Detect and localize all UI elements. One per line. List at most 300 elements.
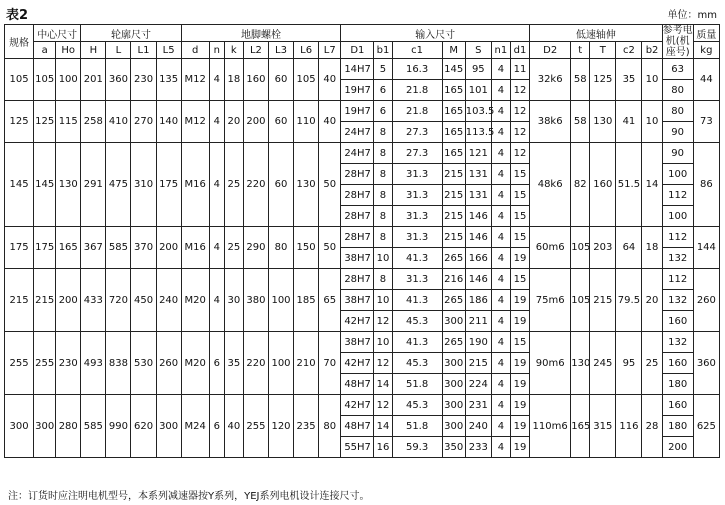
- table-cell: 65: [319, 269, 341, 332]
- table-cell: 4: [491, 437, 510, 458]
- table-cell: 255: [5, 332, 34, 395]
- table-cell: 8: [374, 164, 392, 185]
- table-cell: 40: [319, 101, 341, 143]
- table-cell: 21.8: [392, 80, 442, 101]
- table-cell: 105: [34, 59, 56, 101]
- column-header: n: [209, 42, 224, 59]
- table-cell: M16: [181, 227, 209, 269]
- table-cell: 220: [243, 332, 268, 395]
- table-cell: M20: [181, 269, 209, 332]
- table-cell: 31.3: [392, 269, 442, 290]
- table-cell: 38k6: [530, 101, 571, 143]
- sub-header-row: [5, 42, 720, 59]
- dimension-table: [4, 24, 720, 458]
- table-cell: 6: [374, 80, 392, 101]
- table-cell: 125: [5, 101, 34, 143]
- column-header: L1: [131, 42, 156, 59]
- table-cell: 145: [5, 143, 34, 227]
- table-cell: 105: [5, 59, 34, 101]
- table-cell: 6: [209, 395, 224, 458]
- table-cell: 300: [156, 395, 181, 458]
- table-cell: 20: [224, 101, 243, 143]
- table-cell: M12: [181, 101, 209, 143]
- table-cell: 15: [510, 164, 529, 185]
- table-cell: 79.5: [616, 269, 642, 332]
- table-cell: 4: [209, 101, 224, 143]
- table-cell: 215: [465, 353, 491, 374]
- table-cell: 215: [590, 269, 616, 332]
- column-header: b1: [374, 42, 392, 59]
- table-cell: 80: [268, 227, 293, 269]
- table-cell: 4: [491, 80, 510, 101]
- table-cell: 24H7: [341, 143, 374, 164]
- table-cell: 58: [571, 59, 590, 101]
- table-cell: 100: [268, 269, 293, 332]
- column-header: t: [571, 42, 590, 59]
- table-cell: 300: [442, 374, 465, 395]
- table-cell: 160: [662, 395, 693, 416]
- table-cell: 115: [56, 101, 81, 143]
- table-cell: 19: [510, 248, 529, 269]
- table-cell: 245: [590, 332, 616, 395]
- column-header: L7: [319, 42, 341, 59]
- table-cell: 132: [662, 248, 693, 269]
- table-cell: 300: [442, 395, 465, 416]
- table-cell: 146: [465, 269, 491, 290]
- table-cell: 35: [616, 59, 642, 101]
- table-cell: 16.3: [392, 59, 442, 80]
- table-cell: 165: [442, 143, 465, 164]
- header-outline: 轮廓尺寸: [81, 25, 181, 42]
- table-cell: 4: [209, 269, 224, 332]
- table-cell: 15: [510, 332, 529, 353]
- table-cell: 120: [268, 395, 293, 458]
- table-cell: 231: [465, 395, 491, 416]
- table-cell: 48k6: [530, 143, 571, 227]
- table-cell: 125: [590, 59, 616, 101]
- unit-label: 单位：mm: [667, 10, 717, 21]
- header-center: 中心尺寸: [34, 25, 81, 42]
- table-cell: 30: [224, 269, 243, 332]
- column-header: L3: [268, 42, 293, 59]
- table-cell: 10: [374, 332, 392, 353]
- table-cell: 14: [642, 143, 662, 227]
- table-cell: 132: [662, 332, 693, 353]
- table-cell: 55H7: [341, 437, 374, 458]
- table-cell: 125: [34, 101, 56, 143]
- table-cell: 58: [571, 101, 590, 143]
- table-cell: 300: [5, 395, 34, 458]
- table-cell: 12: [374, 395, 392, 416]
- table-cell: 19H7: [341, 101, 374, 122]
- table-cell: 240: [156, 269, 181, 332]
- table-cell: 6: [209, 332, 224, 395]
- column-header: L6: [294, 42, 319, 59]
- table-cell: 16: [374, 437, 392, 458]
- table-cell: 8: [374, 143, 392, 164]
- table-cell: 14: [374, 374, 392, 395]
- table-cell: 45.3: [392, 353, 442, 374]
- table-cell: 4: [491, 248, 510, 269]
- table-cell: 15: [510, 269, 529, 290]
- table-cell: 175: [156, 143, 181, 227]
- header-mass: 质量: [693, 25, 719, 42]
- table-cell: 103.5: [465, 101, 491, 122]
- table-cell: 4: [491, 143, 510, 164]
- table-cell: 41.3: [392, 332, 442, 353]
- table-cell: 28H7: [341, 206, 374, 227]
- table-cell: 215: [442, 206, 465, 227]
- table-cell: 24H7: [341, 122, 374, 143]
- table-cell: 130: [56, 143, 81, 227]
- table-row: [5, 269, 720, 290]
- table-cell: 80: [662, 101, 693, 122]
- header-input: 输入尺寸: [341, 25, 530, 42]
- table-cell: 10: [374, 290, 392, 311]
- table-cell: 475: [106, 143, 131, 227]
- table-cell: 265: [442, 290, 465, 311]
- table-cell: 59.3: [392, 437, 442, 458]
- table-cell: 131: [465, 164, 491, 185]
- table-cell: 300: [34, 395, 56, 458]
- column-header: L: [106, 42, 131, 59]
- table-cell: 200: [156, 227, 181, 269]
- table-cell: 31.3: [392, 206, 442, 227]
- table-cell: 360: [693, 332, 719, 395]
- table-cell: 165: [442, 80, 465, 101]
- table-cell: 315: [590, 395, 616, 458]
- table-cell: 51.8: [392, 374, 442, 395]
- table-cell: 160: [662, 311, 693, 332]
- table-cell: 19: [510, 395, 529, 416]
- table-cell: 4: [491, 101, 510, 122]
- table-cell: 18: [642, 227, 662, 269]
- table-cell: 12: [510, 101, 529, 122]
- table-cell: 4: [491, 395, 510, 416]
- table-cell: 80: [319, 395, 341, 458]
- table-cell: 32k6: [530, 59, 571, 101]
- table-cell: M16: [181, 143, 209, 227]
- table-cell: 585: [81, 395, 106, 458]
- table-cell: 220: [243, 143, 268, 227]
- table-cell: 165: [56, 227, 81, 269]
- table-cell: 14: [374, 416, 392, 437]
- table-cell: 60m6: [530, 227, 571, 269]
- table-cell: 31.3: [392, 185, 442, 206]
- table-cell: 113.5: [465, 122, 491, 143]
- table-cell: 100: [662, 206, 693, 227]
- table-cell: 290: [243, 227, 268, 269]
- table-cell: 112: [662, 227, 693, 248]
- table-cell: 200: [662, 437, 693, 458]
- table-cell: 40: [319, 59, 341, 101]
- table-cell: 201: [81, 59, 106, 101]
- table-cell: 145: [34, 143, 56, 227]
- table-cell: 260: [156, 332, 181, 395]
- table-row: [5, 395, 720, 416]
- header-output: 低速轴伸: [530, 25, 663, 42]
- table-cell: 224: [465, 374, 491, 395]
- table-cell: 233: [465, 437, 491, 458]
- table-cell: 60: [268, 59, 293, 101]
- table-cell: 260: [693, 269, 719, 332]
- column-header: H: [81, 42, 106, 59]
- table-cell: 75m6: [530, 269, 571, 332]
- table-cell: 105: [294, 59, 319, 101]
- table-cell: 50: [319, 143, 341, 227]
- column-header: Ho: [56, 42, 81, 59]
- table-cell: 258: [81, 101, 106, 143]
- table-cell: 145: [442, 59, 465, 80]
- table-cell: 4: [491, 353, 510, 374]
- table-cell: 211: [465, 311, 491, 332]
- table-cell: 19: [510, 353, 529, 374]
- column-header: c1: [392, 42, 442, 59]
- table-cell: 101: [465, 80, 491, 101]
- table-cell: 25: [224, 143, 243, 227]
- table-cell: 105: [571, 269, 590, 332]
- table-cell: M24: [181, 395, 209, 458]
- table-cell: 95: [465, 59, 491, 80]
- table-cell: 625: [693, 395, 719, 458]
- table-cell: 255: [34, 332, 56, 395]
- table-cell: 200: [243, 101, 268, 143]
- table-cell: 300: [442, 311, 465, 332]
- table-cell: 10: [374, 248, 392, 269]
- table-cell: 291: [81, 143, 106, 227]
- column-header: D2: [530, 42, 571, 59]
- table-cell: 4: [491, 227, 510, 248]
- table-cell: 360: [106, 59, 131, 101]
- table-cell: 146: [465, 206, 491, 227]
- table-cell: 530: [131, 332, 156, 395]
- table-cell: 38H7: [341, 248, 374, 269]
- table-cell: 215: [442, 185, 465, 206]
- table-cell: 180: [662, 416, 693, 437]
- table-cell: 370: [131, 227, 156, 269]
- table-cell: 8: [374, 227, 392, 248]
- table-cell: 27.3: [392, 143, 442, 164]
- table-cell: 4: [491, 311, 510, 332]
- table-cell: 8: [374, 206, 392, 227]
- table-cell: 38H7: [341, 290, 374, 311]
- table-cell: 12: [510, 80, 529, 101]
- table-cell: 110: [294, 101, 319, 143]
- table-cell: 40: [224, 395, 243, 458]
- table-cell: 160: [243, 59, 268, 101]
- table-cell: 215: [442, 227, 465, 248]
- table-cell: 25: [224, 227, 243, 269]
- table-cell: 64: [616, 227, 642, 269]
- table-cell: 4: [491, 416, 510, 437]
- table-cell: 165: [442, 122, 465, 143]
- table-cell: 150: [294, 227, 319, 269]
- table-cell: 160: [662, 353, 693, 374]
- column-header: n1: [491, 42, 510, 59]
- table-cell: 990: [106, 395, 131, 458]
- table-cell: 215: [34, 269, 56, 332]
- table-cell: 41: [616, 101, 642, 143]
- table-cell: 45.3: [392, 395, 442, 416]
- table-cell: 280: [56, 395, 81, 458]
- table-cell: 175: [34, 227, 56, 269]
- table-cell: 12: [374, 311, 392, 332]
- table-cell: 367: [81, 227, 106, 269]
- table-cell: 42H7: [341, 353, 374, 374]
- table-cell: 18: [224, 59, 243, 101]
- table-cell: 300: [442, 416, 465, 437]
- table-cell: 130: [571, 332, 590, 395]
- table-cell: 185: [294, 269, 319, 332]
- column-header: kg: [693, 42, 719, 59]
- table-cell: 270: [131, 101, 156, 143]
- table-cell: 10: [642, 59, 662, 101]
- table-cell: 4: [209, 143, 224, 227]
- table-cell: 450: [131, 269, 156, 332]
- table-cell: 186: [465, 290, 491, 311]
- table-cell: 60: [268, 101, 293, 143]
- table-cell: 130: [590, 101, 616, 143]
- table-cell: 265: [442, 332, 465, 353]
- table-cell: 100: [56, 59, 81, 101]
- table-cell: 27.3: [392, 122, 442, 143]
- table-cell: 12: [510, 143, 529, 164]
- table-cell: 80: [662, 80, 693, 101]
- table-title: 表2: [6, 8, 29, 23]
- table-header: [5, 25, 720, 59]
- column-header: d: [181, 42, 209, 59]
- table-cell: M20: [181, 332, 209, 395]
- table-cell: 140: [156, 101, 181, 143]
- table-cell: 180: [662, 374, 693, 395]
- table-cell: 350: [442, 437, 465, 458]
- table-cell: 230: [131, 59, 156, 101]
- table-cell: 132: [662, 290, 693, 311]
- table-cell: 20: [642, 269, 662, 332]
- table-cell: 4: [491, 269, 510, 290]
- column-header: L2: [243, 42, 268, 59]
- table-cell: 19: [510, 311, 529, 332]
- table-cell: 235: [294, 395, 319, 458]
- table-cell: 28H7: [341, 227, 374, 248]
- table-cell: 144: [693, 227, 719, 269]
- column-header: c2: [616, 42, 642, 59]
- table-cell: 15: [510, 185, 529, 206]
- table-cell: 50: [319, 227, 341, 269]
- footnote: 注：订货时应注明电机型号，本系列减速器按Y系列，YEJ系列电机设计连接尺寸。: [8, 491, 370, 502]
- table-cell: 14H7: [341, 59, 374, 80]
- table-cell: 4: [491, 206, 510, 227]
- table-cell: 4: [491, 59, 510, 80]
- table-cell: 203: [590, 227, 616, 269]
- table-row: [5, 332, 720, 353]
- table-cell: 42H7: [341, 395, 374, 416]
- table-row: [5, 59, 720, 80]
- table-cell: 48H7: [341, 374, 374, 395]
- table-cell: 19: [510, 290, 529, 311]
- table-cell: 190: [465, 332, 491, 353]
- table-cell: 90m6: [530, 332, 571, 395]
- table-row: [5, 227, 720, 248]
- table-cell: 82: [571, 143, 590, 227]
- table-cell: 112: [662, 185, 693, 206]
- table-cell: 4: [491, 122, 510, 143]
- table-cell: 6: [374, 101, 392, 122]
- table-cell: 433: [81, 269, 106, 332]
- table-cell: 44: [693, 59, 719, 101]
- table-cell: 31.3: [392, 164, 442, 185]
- column-header: L5: [156, 42, 181, 59]
- column-header: a: [34, 42, 56, 59]
- table-cell: 100: [268, 332, 293, 395]
- table-cell: 63: [662, 59, 693, 80]
- table-cell: 15: [510, 227, 529, 248]
- table-cell: 8: [374, 269, 392, 290]
- table-cell: 620: [131, 395, 156, 458]
- table-cell: 42H7: [341, 311, 374, 332]
- table-cell: 255: [243, 395, 268, 458]
- header-motor: 参考电机(机座号): [662, 25, 693, 58]
- header-spec: 规格: [5, 25, 34, 59]
- table-cell: 38H7: [341, 332, 374, 353]
- table-cell: 70: [319, 332, 341, 395]
- table-cell: 131: [465, 185, 491, 206]
- table-cell: 51.8: [392, 416, 442, 437]
- table-cell: 215: [5, 269, 34, 332]
- table-cell: 90: [662, 122, 693, 143]
- table-cell: 28H7: [341, 269, 374, 290]
- table-cell: 585: [106, 227, 131, 269]
- table-cell: 300: [442, 353, 465, 374]
- table-cell: 121: [465, 143, 491, 164]
- table-cell: 410: [106, 101, 131, 143]
- table-cell: 215: [442, 164, 465, 185]
- table-cell: 5: [374, 59, 392, 80]
- table-cell: 73: [693, 101, 719, 143]
- table-cell: M12: [181, 59, 209, 101]
- table-cell: 110m6: [530, 395, 571, 458]
- table-cell: 19H7: [341, 80, 374, 101]
- table-cell: 380: [243, 269, 268, 332]
- table-cell: 48H7: [341, 416, 374, 437]
- table-cell: 200: [56, 269, 81, 332]
- table-cell: 45.3: [392, 311, 442, 332]
- table-cell: 8: [374, 122, 392, 143]
- table-cell: 720: [106, 269, 131, 332]
- table-cell: 19: [510, 416, 529, 437]
- table-cell: 11: [510, 59, 529, 80]
- column-header: b2: [642, 42, 662, 59]
- table-cell: 21.8: [392, 101, 442, 122]
- column-header: S: [465, 42, 491, 59]
- table-cell: 25: [642, 332, 662, 395]
- table-cell: 116: [616, 395, 642, 458]
- table-cell: 19: [510, 437, 529, 458]
- table-cell: 35: [224, 332, 243, 395]
- table-cell: 12: [374, 353, 392, 374]
- table-cell: 8: [374, 185, 392, 206]
- table-cell: 4: [491, 185, 510, 206]
- table-cell: 19: [510, 374, 529, 395]
- table-cell: 175: [5, 227, 34, 269]
- table-cell: 28H7: [341, 164, 374, 185]
- table-cell: 12: [510, 122, 529, 143]
- column-header: T: [590, 42, 616, 59]
- table-cell: 15: [510, 206, 529, 227]
- table-cell: 4: [491, 164, 510, 185]
- table-cell: 86: [693, 143, 719, 227]
- table-body: [5, 59, 720, 458]
